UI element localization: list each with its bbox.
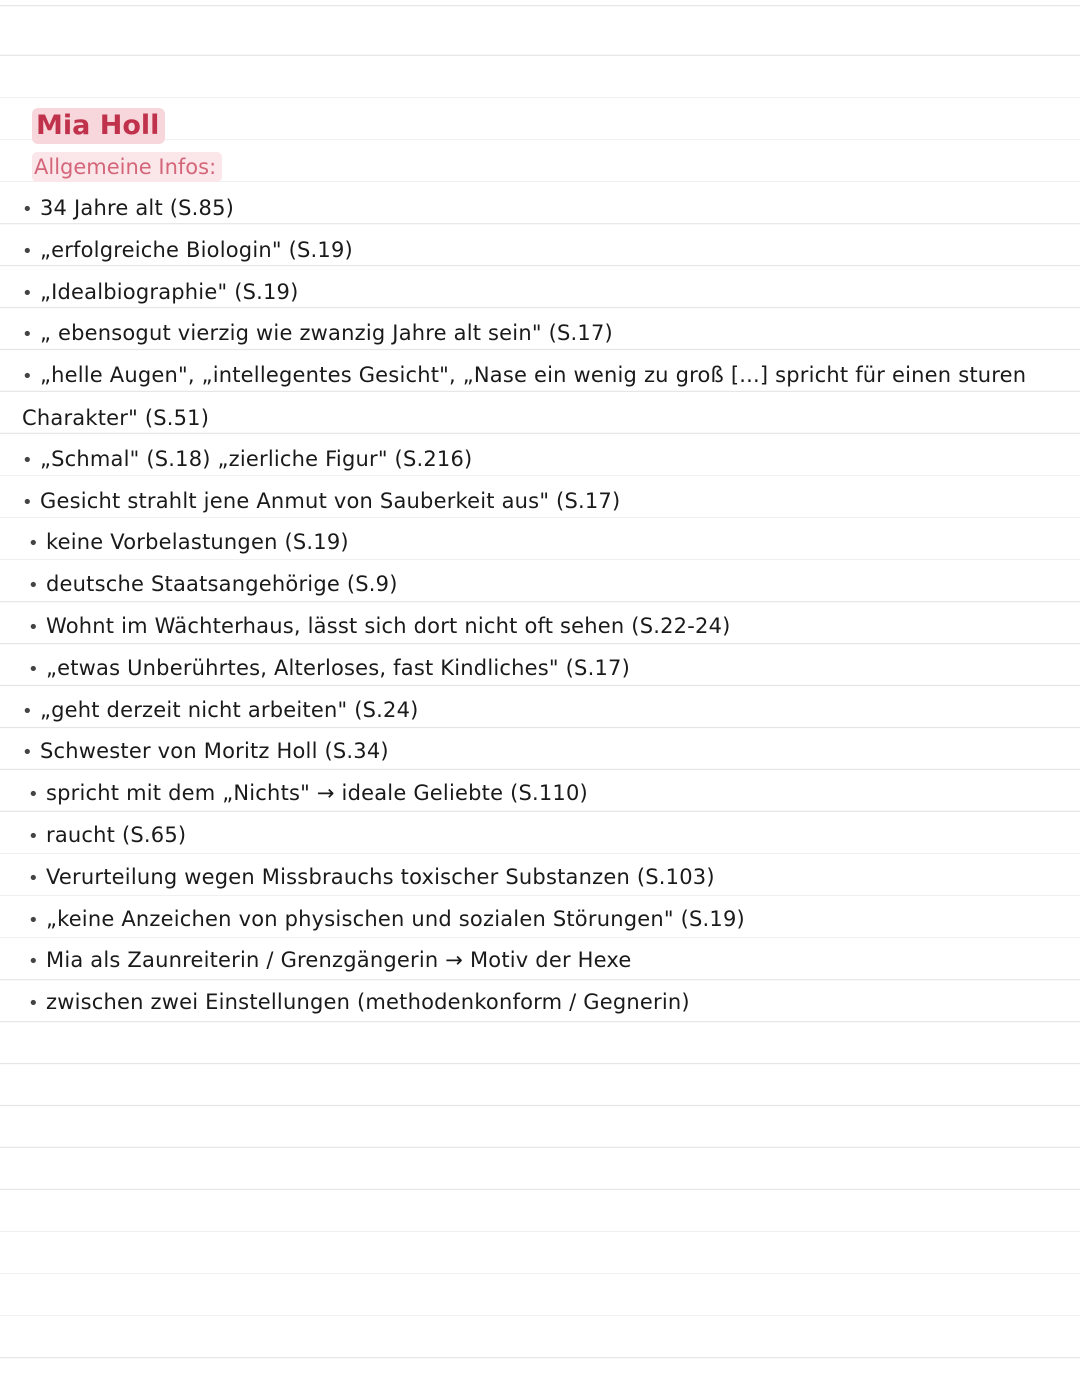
note-text: „keine Anzeichen von physischen und sozialen Störungen" (S.19)	[46, 906, 745, 931]
bullet-icon: •	[22, 700, 33, 722]
note-text: Mia als Zaunreiterin / Grenzgängerin → Motiv der Hexe	[46, 948, 632, 973]
bullet-icon: •	[22, 324, 33, 346]
bullet-icon: •	[28, 575, 39, 597]
bullet-icon: •	[28, 993, 39, 1015]
bullet-icon: •	[22, 742, 33, 764]
bullet-icon: •	[28, 533, 39, 555]
list-item	[22, 272, 1062, 314]
bullet-icon: •	[22, 366, 33, 388]
bullet-icon: •	[28, 951, 39, 973]
note-text: „geht derzeit nicht arbeiten" (S.24)	[40, 697, 419, 722]
note-text: Gesicht strahlt jene Anmut von Sauberkeit aus" (S.17)	[40, 488, 621, 513]
note-text: „ ebensogut vierzig wie zwanzig Jahre alt sein" (S.17)	[40, 321, 613, 346]
list-item	[22, 773, 1062, 815]
list-item	[22, 439, 1062, 481]
bullet-icon: •	[28, 867, 39, 889]
bullet-icon: •	[22, 282, 33, 304]
section-heading: Allgemeine Infos:	[32, 152, 222, 182]
note-text: zwischen zwei Einstellungen (methodenkonform / Gegnerin)	[46, 990, 690, 1015]
list-item	[22, 313, 1062, 355]
list-item	[22, 857, 1062, 899]
list-item	[22, 188, 1062, 230]
note-text: „Idealbiographie" (S.19)	[40, 279, 299, 304]
note-text: „Schmal" (S.18) „zierliche Figur" (S.216)	[40, 446, 473, 471]
note-text: keine Vorbelastungen (S.19)	[46, 530, 349, 555]
page-title: Mia Holl	[32, 108, 165, 144]
note-text: „etwas Unberührtes, Alterloses, fast Kindliches" (S.17)	[46, 655, 630, 680]
list-item	[22, 606, 1062, 648]
bullet-icon: •	[28, 909, 39, 931]
note-text: deutsche Staatsangehörige (S.9)	[46, 572, 398, 597]
bullet-icon: •	[28, 616, 39, 638]
bullet-icon: •	[28, 784, 39, 806]
list-item	[22, 481, 1062, 523]
note-text: Verurteilung wegen Missbrauchs toxischer Substanzen (S.103)	[46, 864, 715, 889]
note-text: Schwester von Moritz Holl (S.34)	[40, 739, 389, 764]
list-item	[22, 564, 1062, 606]
list-item	[22, 522, 1062, 564]
note-text: Wohnt im Wächterhaus, lässt sich dort nicht oft sehen (S.22-24)	[46, 613, 731, 638]
subtitle-block	[32, 152, 222, 182]
bullet-icon: •	[28, 825, 39, 847]
list-item	[22, 815, 1062, 857]
note-text: „erfolgreiche Biologin" (S.19)	[40, 237, 353, 262]
list-item	[22, 230, 1062, 272]
note-text: raucht (S.65)	[46, 822, 187, 847]
notes-list	[22, 188, 1062, 1024]
note-text: spricht mit dem „Nichts" → ideale Geliebte (S.110)	[46, 781, 588, 806]
list-item	[22, 355, 1062, 439]
list-item	[22, 648, 1062, 690]
title-block	[32, 108, 165, 144]
list-item	[22, 731, 1062, 773]
list-item	[22, 982, 1062, 1024]
bullet-icon: •	[22, 491, 33, 513]
note-text: 34 Jahre alt (S.85)	[40, 196, 235, 220]
bullet-icon: •	[28, 658, 39, 680]
list-item	[22, 899, 1062, 941]
bullet-icon: •	[22, 240, 33, 262]
bullet-icon: •	[22, 449, 33, 471]
list-item	[22, 940, 1062, 982]
list-item	[22, 690, 1062, 732]
note-text: „helle Augen", „intellegentes Gesicht", „Nase ein wenig zu groß [...] spricht für einen sturen Charakter" (S.51)	[22, 363, 1027, 430]
bullet-icon: •	[22, 199, 33, 220]
